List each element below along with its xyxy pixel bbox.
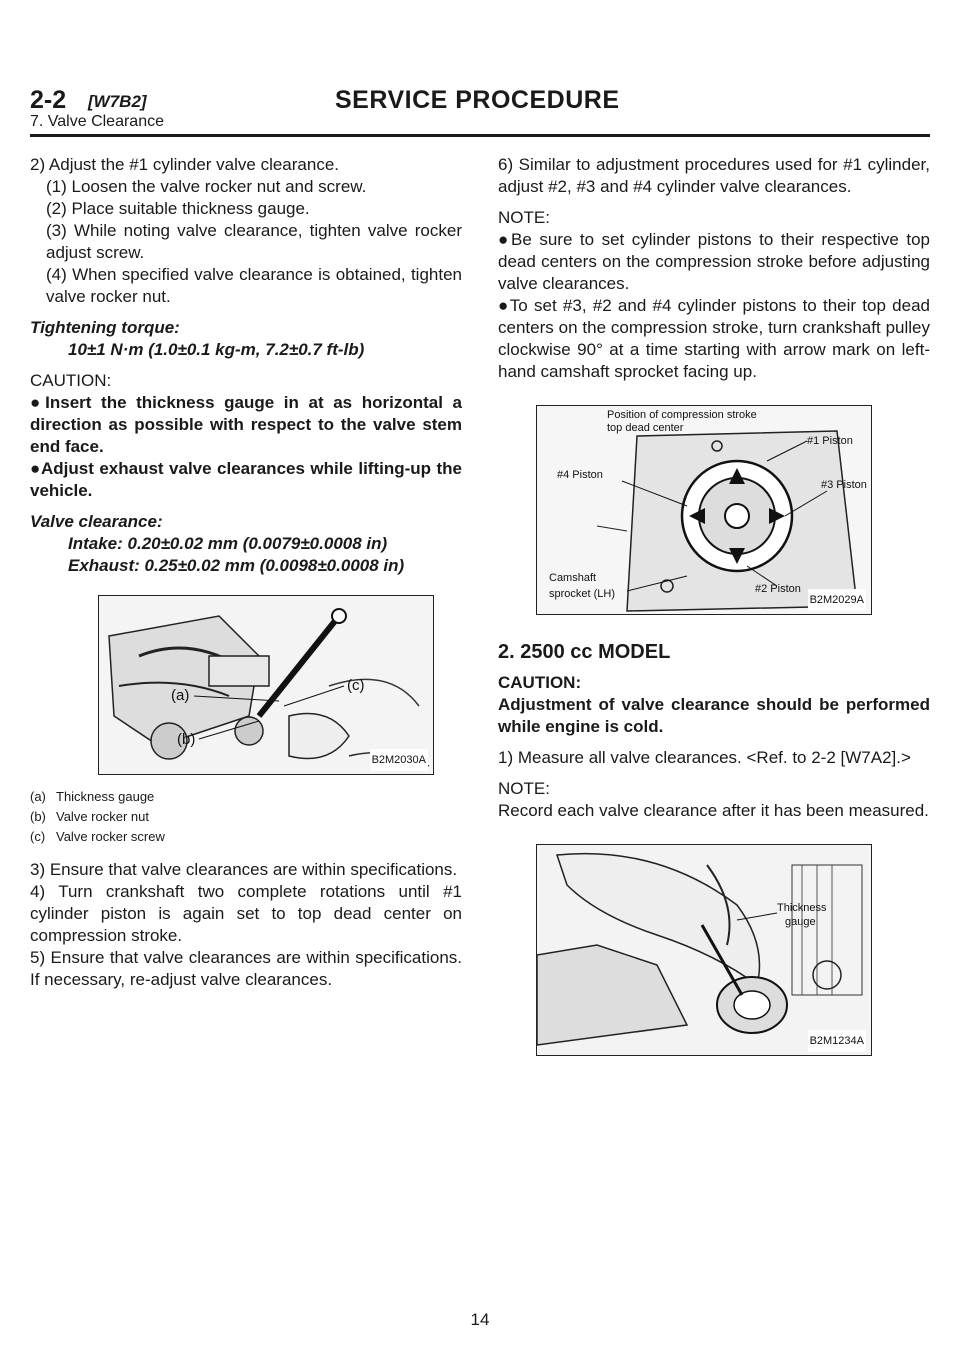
bullet-icon: ● (30, 459, 41, 478)
page-number: 14 (470, 1310, 490, 1329)
fig-label-gauge: gauge (785, 916, 816, 928)
torque-label: Tightening torque: (30, 318, 180, 337)
section-number: 2-2 (30, 86, 67, 114)
step-4: 4) Turn crankshaft two complete rotations until #1 cylinder piston is again set to top dead center on compression stroke. (30, 882, 462, 945)
figure-label-b: (b) (177, 731, 196, 748)
step-2: 2) Adjust the #1 cylinder valve clearance. (30, 155, 340, 174)
substep-2: (2) Place suitable thickness gauge. (46, 199, 310, 218)
note-text-3: Record each valve clearance after it has been measured. (498, 801, 929, 820)
caution-label: CAUTION: (30, 371, 112, 390)
figure-compression-stroke (536, 405, 872, 615)
caution-label-2: CAUTION: (498, 673, 582, 692)
note-item-2: ●To set #3, #2 and #4 cylinder pistons to their top dead centers on the compression stroke, turn crankshaft pulley clockwise 90° at a time starting with arrow mark on left-hand camshaft sprocket facing up. (498, 296, 930, 381)
left-column (30, 154, 462, 991)
valve-rocker-illustration (99, 596, 433, 774)
caution-item-1: ●Insert the thickness gauge in at as horizontal a direction as possible with respect to the valve stem end face. (30, 393, 462, 456)
substep-1: (1) Loosen the valve rocker nut and screw. (46, 177, 367, 196)
figure-valve-rocker (98, 595, 434, 775)
figure-code: B2M2030A (370, 749, 428, 771)
figure-thickness-gauge (536, 844, 872, 1056)
step-3: 3) Ensure that valve clearances are within specifications. (30, 860, 458, 879)
figure-label-c: (c) (347, 677, 365, 694)
fig-label-thickness: Thickness (777, 902, 827, 914)
right-column (498, 154, 930, 1056)
fig-title-line2: top dead center (607, 422, 684, 434)
crank-pulley-illustration (537, 406, 871, 614)
caption-b: (b) Valve rocker nut (30, 809, 149, 824)
header-rule (30, 134, 930, 137)
fig-label-p2: #2 Piston (755, 583, 801, 595)
figure-code: B2M2029A (808, 589, 866, 611)
thickness-gauge-illustration (537, 845, 871, 1055)
section-code: [W7B2] (88, 92, 147, 111)
fig-title-line1: Position of compression stroke (607, 409, 757, 421)
fig-label-cam2: sprocket (LH) (549, 588, 616, 600)
note-label-2: NOTE: (498, 779, 550, 798)
clearance-exhaust: Exhaust: 0.25±0.02 mm (0.0098±0.0008 in) (68, 556, 405, 575)
step-1: 1) Measure all valve clearances. <Ref. to 2-2 [W7A2].> (498, 748, 911, 767)
page-title: SERVICE PROCEDURE (335, 86, 620, 114)
note-item-1: ●Be sure to set cylinder pistons to their respective top dead centers on the compression stroke before adjusting valve clearances. (498, 230, 930, 293)
caution-item-2: ●Adjust exhaust valve clearances while lifting-up the vehicle. (30, 459, 462, 500)
substep-3: (3) While noting valve clearance, tighten valve rocker adjust screw. (46, 221, 462, 262)
figure-label-a: (a) (171, 687, 190, 704)
caution-text-2: Adjustment of valve clearance should be performed while engine is cold. (498, 695, 930, 736)
step-5: 5) Ensure that valve clearances are within specifications. If necessary, re-adjust valve clearances. (30, 948, 462, 989)
note-label: NOTE: (498, 208, 550, 227)
substep-4: (4) When specified valve clearance is obtained, tighten valve rocker nut. (46, 265, 462, 306)
section-heading: 2. 2500 cc MODEL (498, 641, 671, 663)
fig-label-p4: #4 Piston (557, 469, 603, 481)
step-6: 6) Similar to adjustment procedures used for #1 cylinder, adjust #2, #3 and #4 cylinder valve clearances. (498, 155, 930, 196)
figure-code: B2M1234A (808, 1030, 866, 1052)
torque-value: 10±1 N·m (1.0±0.1 kg-m, 7.2±0.7 ft-lb) (68, 340, 365, 359)
fig-label-cam1: Camshaft (549, 572, 597, 584)
fig-label-p1: #1 Piston (807, 435, 853, 447)
bullet-icon: ● (498, 296, 510, 315)
clearance-intake: Intake: 0.20±0.02 mm (0.0079±0.0008 in) (68, 534, 388, 553)
caption-a: (a) Thickness gauge (30, 789, 155, 804)
bullet-icon: ● (30, 393, 46, 412)
caption-c: (c) Valve rocker screw (30, 829, 165, 844)
bullet-icon: ● (498, 230, 512, 249)
figure-captions (30, 787, 462, 847)
page-subtitle: 7. Valve Clearance (30, 113, 164, 130)
fig-label-p3: #3 Piston (821, 479, 867, 491)
clearance-label: Valve clearance: (30, 512, 163, 531)
